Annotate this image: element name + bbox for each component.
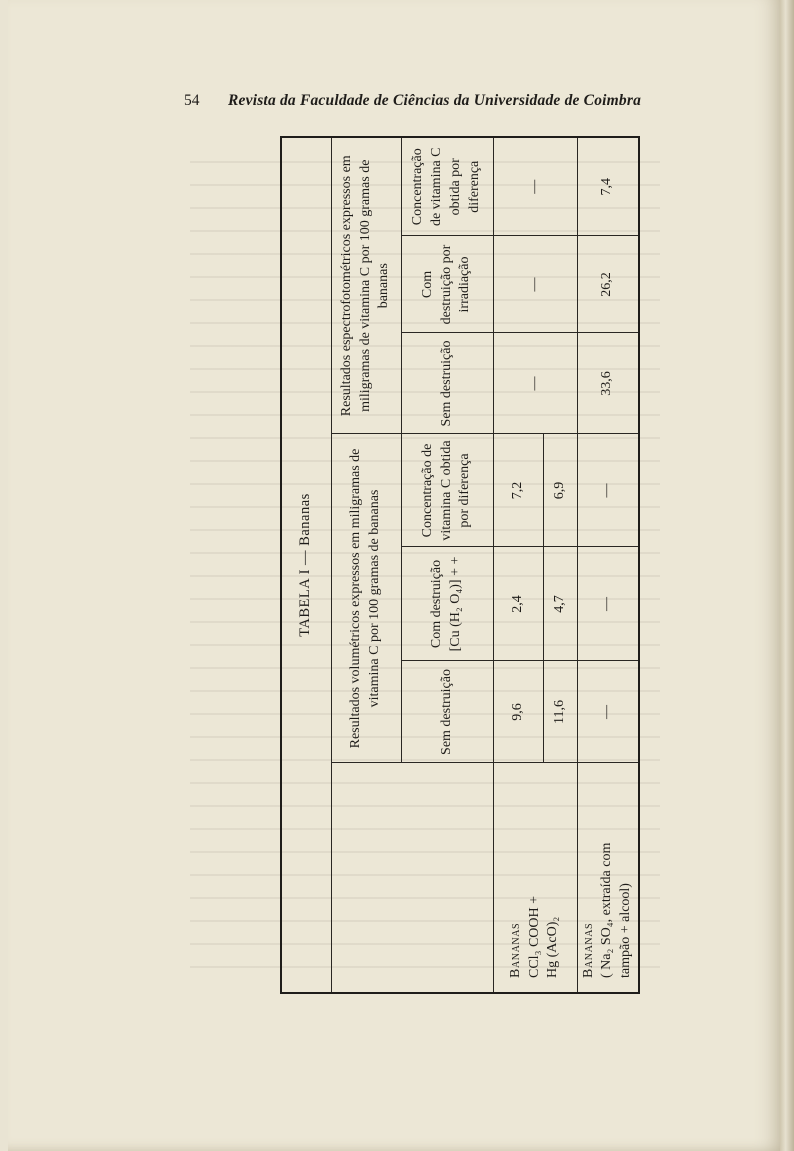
cell-r1-spec-com-irr: — — [493, 236, 577, 333]
cell-r3-spec-sem: 33,6 — [577, 333, 639, 434]
cell-r1-vol-conc: 7,2 — [493, 434, 543, 547]
col-header-vol-conc: Concentração de vitamina C obtida por diferença — [401, 434, 493, 547]
page-number: 54 — [184, 92, 200, 109]
cell-r2-vol-com-cu: 4,7 — [543, 547, 577, 661]
cell-r2-vol-sem: 11,6 — [543, 661, 577, 763]
row-label-bananas-sulfate — [577, 763, 639, 993]
journal-title: Revista da Faculdade de Ciências da Universidade de Coimbra — [228, 92, 642, 109]
col-header-spec-sem: Sem destruição — [401, 333, 493, 434]
row-label-line3: Hg (AcO)₂ — [545, 916, 561, 978]
cell-r1-spec-sem: — — [493, 333, 577, 434]
row-label-line1: Bananas — [580, 922, 596, 978]
col-header-spec-conc: Concentração de vitamina C obtida por diferença — [401, 137, 493, 236]
cell-r3-vol-sem: — — [577, 661, 639, 763]
cell-r3-spec-com-irr: 26,2 — [577, 236, 639, 333]
cell-r1-vol-sem: 9,6 — [493, 661, 543, 763]
row-label-line1: Bananas — [507, 922, 523, 978]
table-caption: TABELA I — Bananas — [281, 137, 331, 993]
cell-r3-vol-com-cu: — — [577, 547, 639, 661]
group-header-spectro: Resultados espectrofotométricos expressos em miligramas de vitamina C por 100 gramas de bananas — [331, 137, 401, 434]
col-header-spec-com-irr: Com destruição por irradiação — [401, 236, 493, 333]
page-edge — [780, 0, 794, 1151]
stub-header — [331, 763, 493, 993]
row-label-line3: tampão + alcool) — [618, 883, 634, 978]
row-label-bananas-acid — [493, 763, 577, 993]
group-header-volumetric: Resultados volumétricos expressos em miligramas de vitamina C por 100 gramas de bananas — [331, 434, 401, 763]
rotated-table-container — [277, 137, 634, 995]
row-label-line2: CCl₃ COOH + — [526, 895, 542, 978]
cell-r3-spec-conc: 7,4 — [577, 137, 639, 236]
vitamin-c-table — [280, 136, 640, 994]
cell-r1-vol-com-cu: 2,4 — [493, 547, 543, 661]
col-header-vol-sem: Sem destruição — [401, 661, 493, 763]
cell-r3-vol-conc: — — [577, 434, 639, 547]
cell-r2-vol-conc: 6,9 — [543, 434, 577, 547]
table-rotation-frame — [280, 138, 634, 994]
row-label-line2: ( Na₂ SO₄, extraída com — [599, 842, 615, 978]
cell-r1-spec-conc: — — [493, 137, 577, 236]
running-header — [184, 92, 644, 114]
col-header-vol-com-cu: Com destruição [Cu (H₂ O₄)] + + — [401, 547, 493, 661]
